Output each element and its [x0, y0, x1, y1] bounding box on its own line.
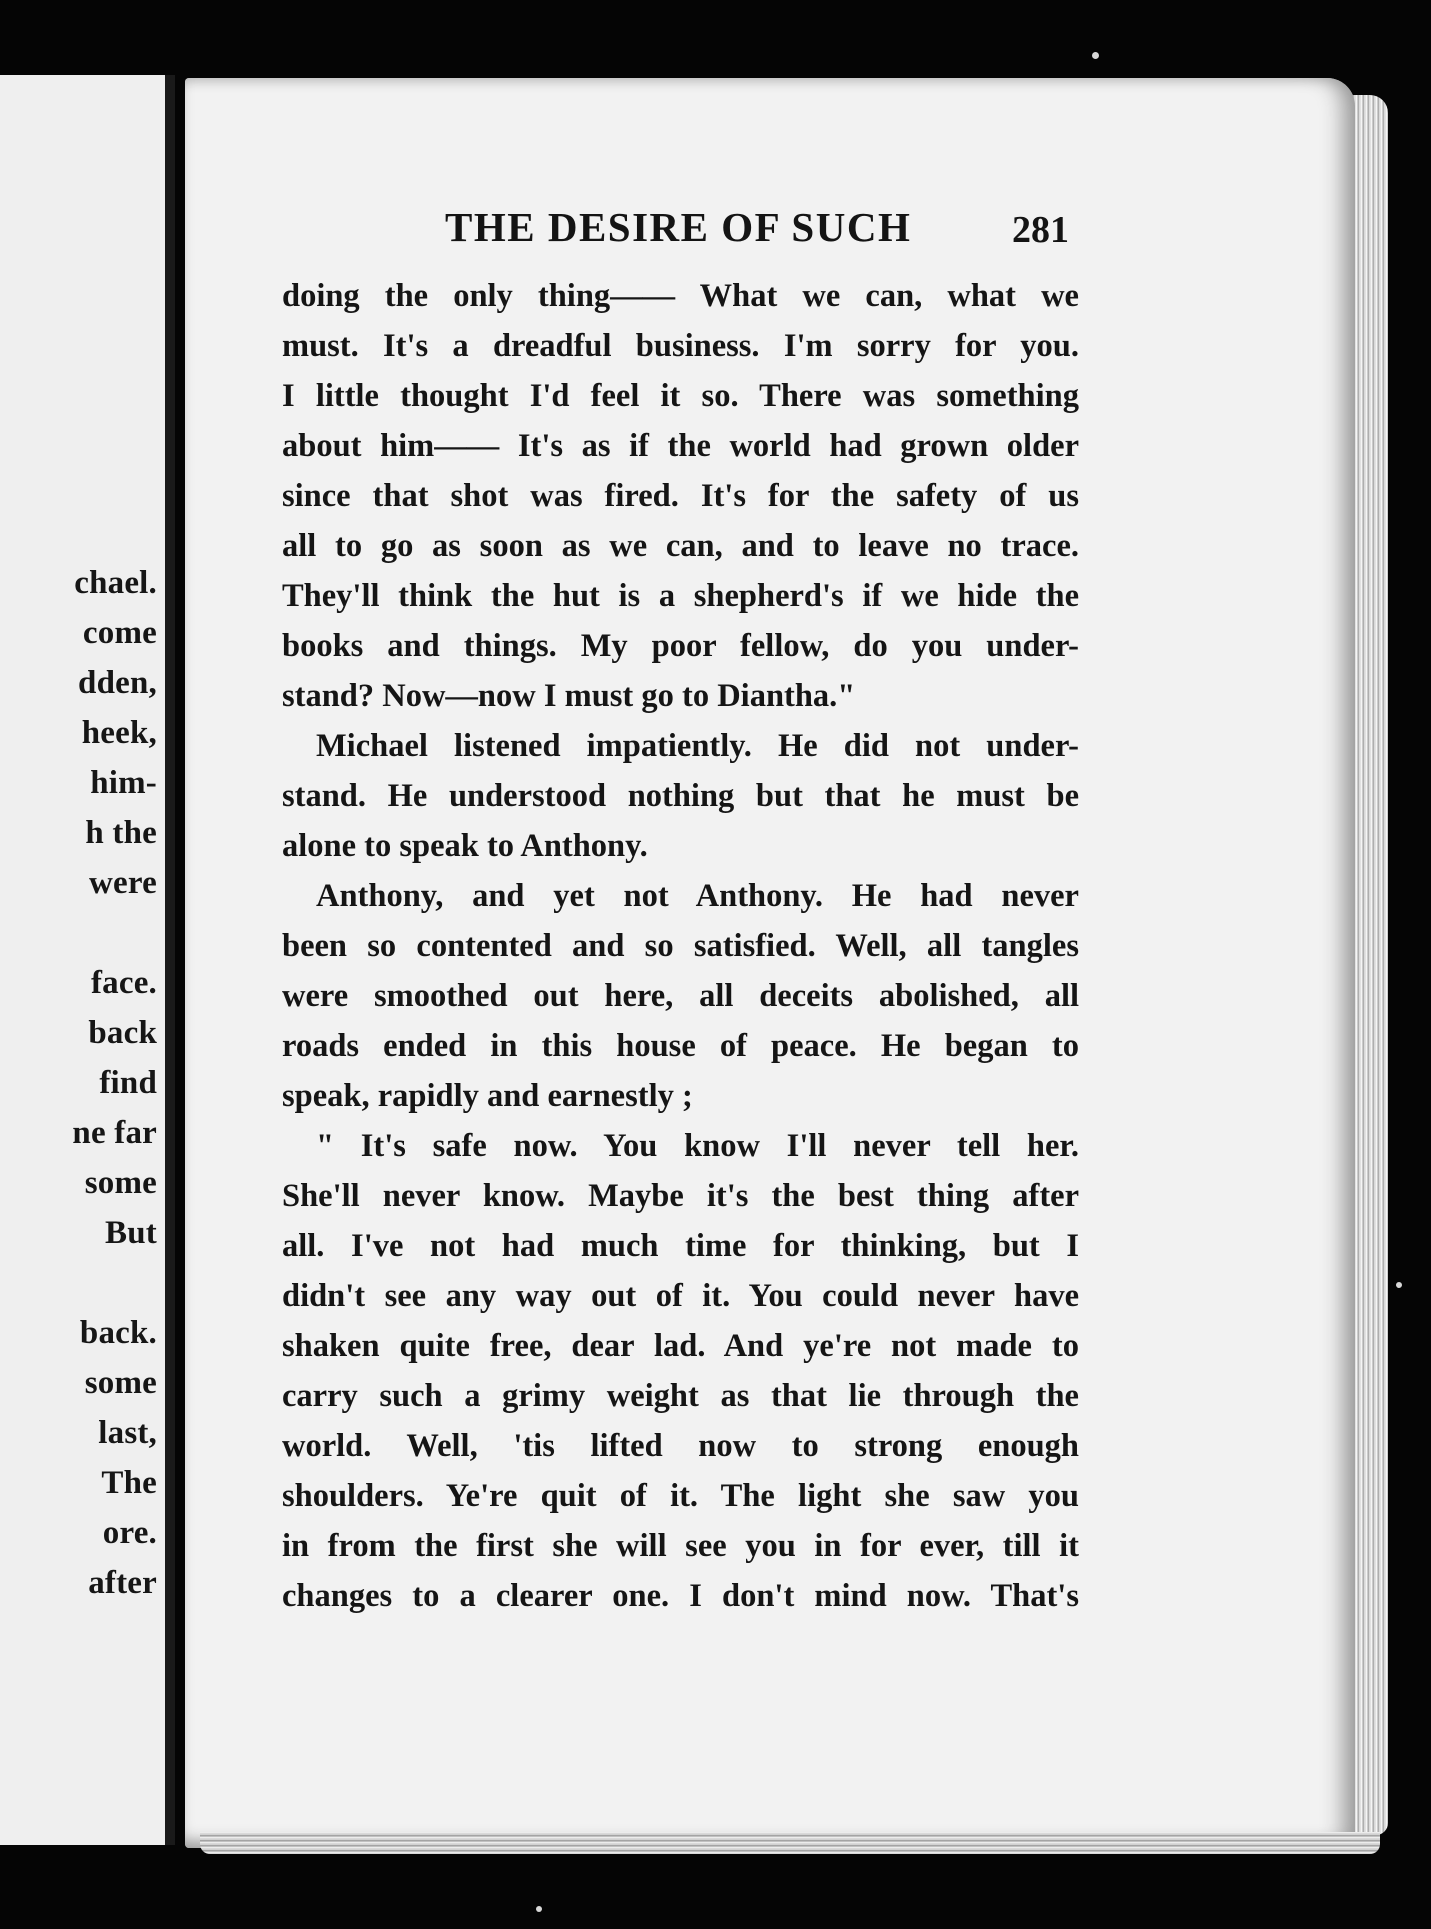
dust-speck: [536, 1906, 542, 1912]
text-line-8: books and things. My poor fellow, do you under-: [282, 628, 1079, 664]
left-line-3: heek,: [81, 715, 157, 751]
left-line-2: dden,: [78, 665, 157, 701]
text-line-11: stand. He understood nothing but that he must be: [282, 778, 1079, 814]
page-number: 281: [1012, 209, 1069, 251]
left-line-16: some: [84, 1365, 157, 1401]
text-line-6: all to go as soon as we can, and to leave no trace.: [282, 528, 1079, 564]
dust-speck: [1092, 52, 1099, 59]
text-line-12: alone to speak to Anthony.: [282, 828, 648, 864]
text-line-20: all. I've not had much time for thinking, but I: [282, 1228, 1079, 1264]
left-line-17: last,: [98, 1415, 157, 1451]
text-line-4: about him—— It's as if the world had grown older: [282, 428, 1079, 464]
text-line-19: She'll never know. Maybe it's the best thing after: [282, 1178, 1079, 1214]
left-line-10: find: [99, 1065, 157, 1101]
text-line-23: carry such a grimy weight as that lie through the: [282, 1378, 1079, 1414]
left-line-12: some: [84, 1165, 157, 1201]
text-line-13: Anthony, and yet not Anthony. He had never: [316, 878, 1079, 914]
left-line-15: back.: [79, 1315, 157, 1351]
left-line-0: chael.: [74, 565, 157, 601]
text-line-3: I little thought I'd feel it so. There was something: [282, 378, 1079, 414]
text-line-7: They'll think the hut is a shepherd's if we hide the: [282, 578, 1079, 614]
left-line-9: back: [88, 1015, 157, 1051]
left-line-6: were: [89, 865, 157, 901]
text-line-5: since that shot was fired. It's for the safety of us: [282, 478, 1079, 514]
text-line-27: changes to a clearer one. I don't mind now. That's: [282, 1578, 1079, 1614]
running-head: THE DESIRE OF SUCH: [445, 204, 912, 250]
left-line-1: come: [82, 615, 157, 651]
text-line-22: shaken quite free, dear lad. And ye're not made to: [282, 1328, 1079, 1364]
left-line-11: ne far: [72, 1115, 157, 1151]
left-line-20: after: [88, 1565, 157, 1601]
text-line-26: in from the first she will see you in for ever, till it: [282, 1528, 1079, 1564]
text-line-10: Michael listened impatiently. He did not under-: [316, 728, 1079, 764]
left-line-8: face.: [90, 965, 157, 1001]
left-line-5: h the: [85, 815, 157, 851]
left-line-18: The: [101, 1465, 157, 1501]
text-line-21: didn't see any way out of it. You could never have: [282, 1278, 1079, 1314]
text-line-14: been so contented and so satisfied. Well, all tangles: [282, 928, 1079, 964]
page-bottom-edge: [200, 1832, 1380, 1854]
text-line-9: stand? Now—now I must go to Diantha.": [282, 678, 856, 714]
left-line-19: ore.: [102, 1515, 157, 1551]
text-line-2: must. It's a dreadful business. I'm sorry for you.: [282, 328, 1079, 364]
text-line-24: world. Well, 'tis lifted now to strong enough: [282, 1428, 1079, 1464]
text-line-16: roads ended in this house of peace. He began to: [282, 1028, 1079, 1064]
text-line-1: doing the only thing—— What we can, what we: [282, 278, 1079, 314]
left-line-4: him-: [90, 765, 157, 801]
text-line-18: " It's safe now. You know I'll never tell her.: [316, 1128, 1079, 1164]
left-line-13: But: [105, 1215, 157, 1251]
text-line-17: speak, rapidly and earnestly ;: [282, 1078, 693, 1114]
text-line-25: shoulders. Ye're quit of it. The light she saw you: [282, 1478, 1079, 1514]
dust-speck: [1396, 1282, 1402, 1288]
text-line-15: were smoothed out here, all deceits abolished, all: [282, 978, 1079, 1014]
previous-page-fragment: [0, 75, 175, 1845]
